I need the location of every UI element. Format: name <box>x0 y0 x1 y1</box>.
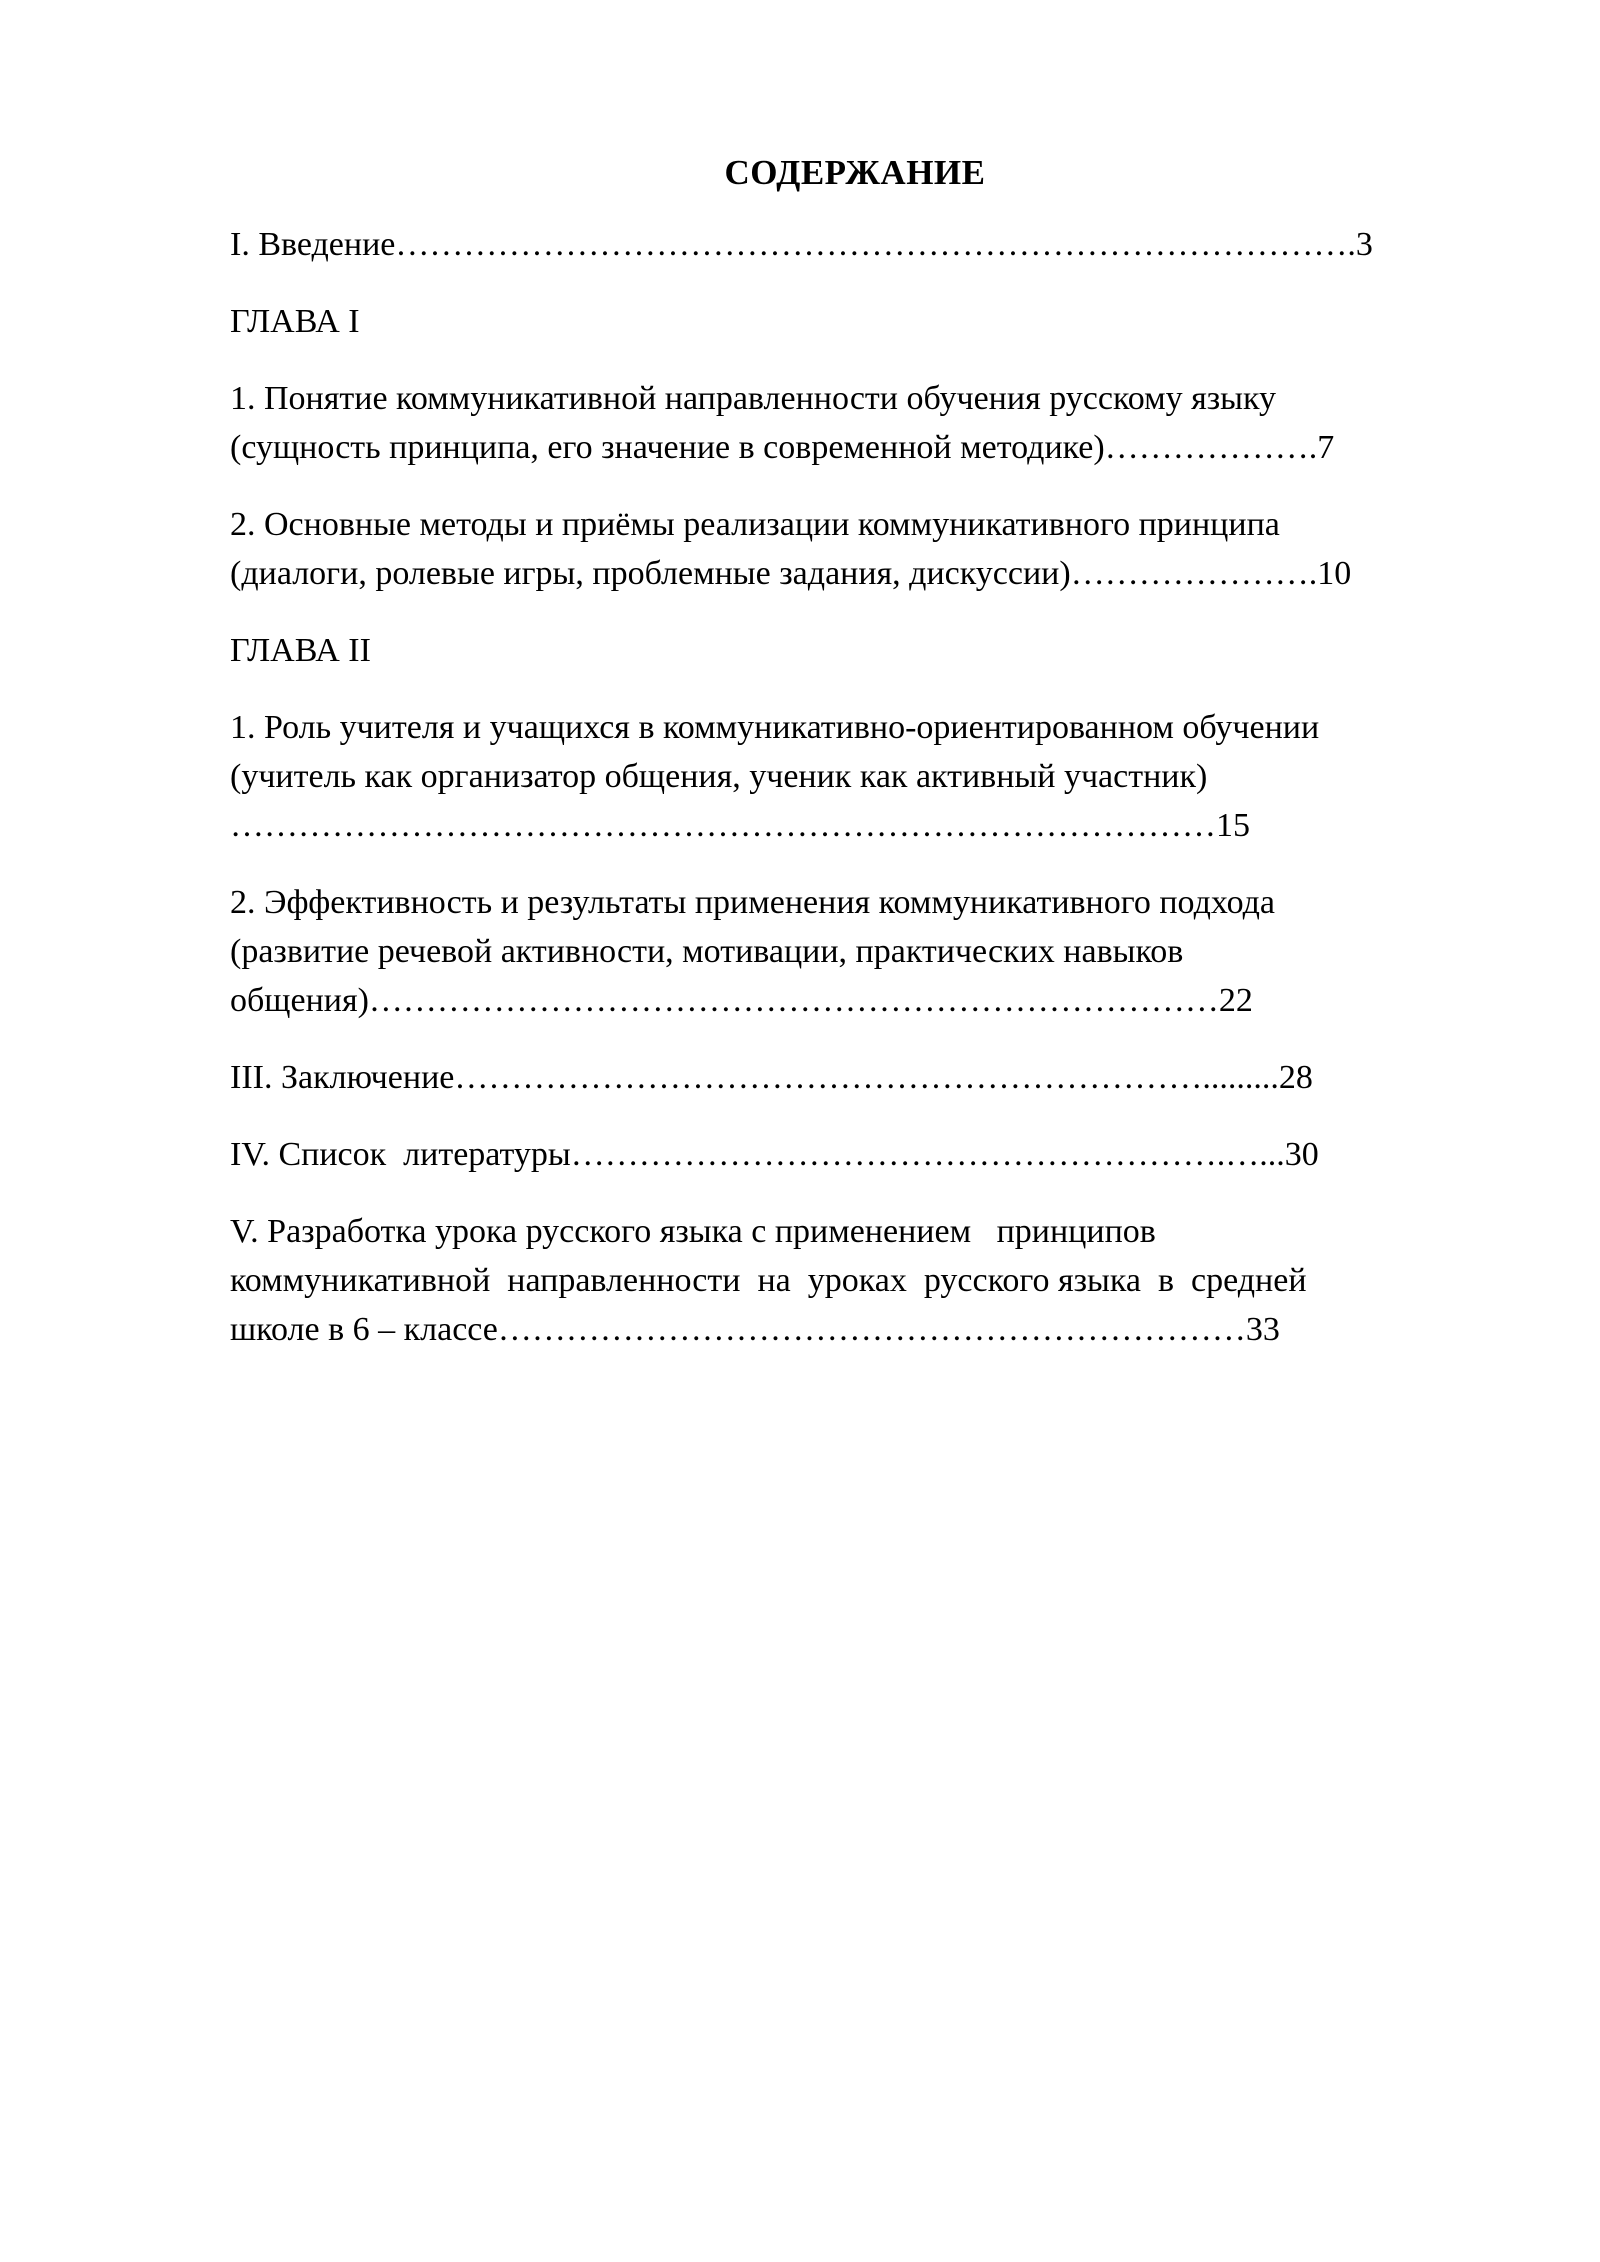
toc-entry-introduction <box>230 220 1480 269</box>
toc-entry-1-2 <box>230 500 1480 598</box>
toc-line: школе в 6 – классе…………………………………………………………33 <box>230 1311 1280 1348</box>
toc-line: 2. Эффективность и результаты применения коммуникативного подхода <box>230 884 1275 921</box>
toc-line: 2. Основные методы и приёмы реализации коммуникативного принципа <box>230 506 1280 543</box>
chapter-heading-2: ГЛАВА II <box>230 632 371 669</box>
toc-line: III. Заключение………………………………………………………….........28 <box>230 1059 1313 1096</box>
table-of-contents <box>230 148 1480 1382</box>
toc-line: (сущность принципа, его значение в современной методике)……………….7 <box>230 429 1335 466</box>
toc-line: V. Разработка урока русского языка с применением принципов <box>230 1213 1156 1250</box>
toc-entry-lesson-plan <box>230 1207 1480 1354</box>
toc-line: общения)…………………………………………………………………22 <box>230 982 1253 1019</box>
toc-line: коммуникативной направленности на уроках русского языка в средней <box>230 1262 1307 1299</box>
toc-line: IV. Список литературы………………………………………………….…...30 <box>230 1136 1319 1173</box>
chapter-heading-1: ГЛАВА I <box>230 303 360 340</box>
toc-entry-2-2 <box>230 878 1480 1025</box>
toc-entry-bibliography <box>230 1130 1480 1179</box>
page-title: СОДЕРЖАНИЕ <box>724 153 986 192</box>
toc-entry-1-1 <box>230 374 1480 472</box>
toc-line: (диалоги, ролевые игры, проблемные задания, дискуссии)………………….10 <box>230 555 1352 592</box>
toc-line: 1. Понятие коммуникативной направленности обучения русскому языку <box>230 380 1277 417</box>
toc-entry-conclusion <box>230 1053 1480 1102</box>
toc-line: (развитие речевой активности, мотивации, практических навыков <box>230 933 1184 970</box>
toc-line: 1. Роль учителя и учащихся в коммуникативно-ориентированном обучении <box>230 709 1320 746</box>
toc-line: (учитель как организатор общения, ученик как активный участник) <box>230 758 1208 795</box>
toc-entry-2-1 <box>230 703 1480 850</box>
toc-line: ……………………………………………………………………………15 <box>230 807 1250 844</box>
toc-line: I. Введение………………………………………………………………………….3 <box>230 226 1373 263</box>
